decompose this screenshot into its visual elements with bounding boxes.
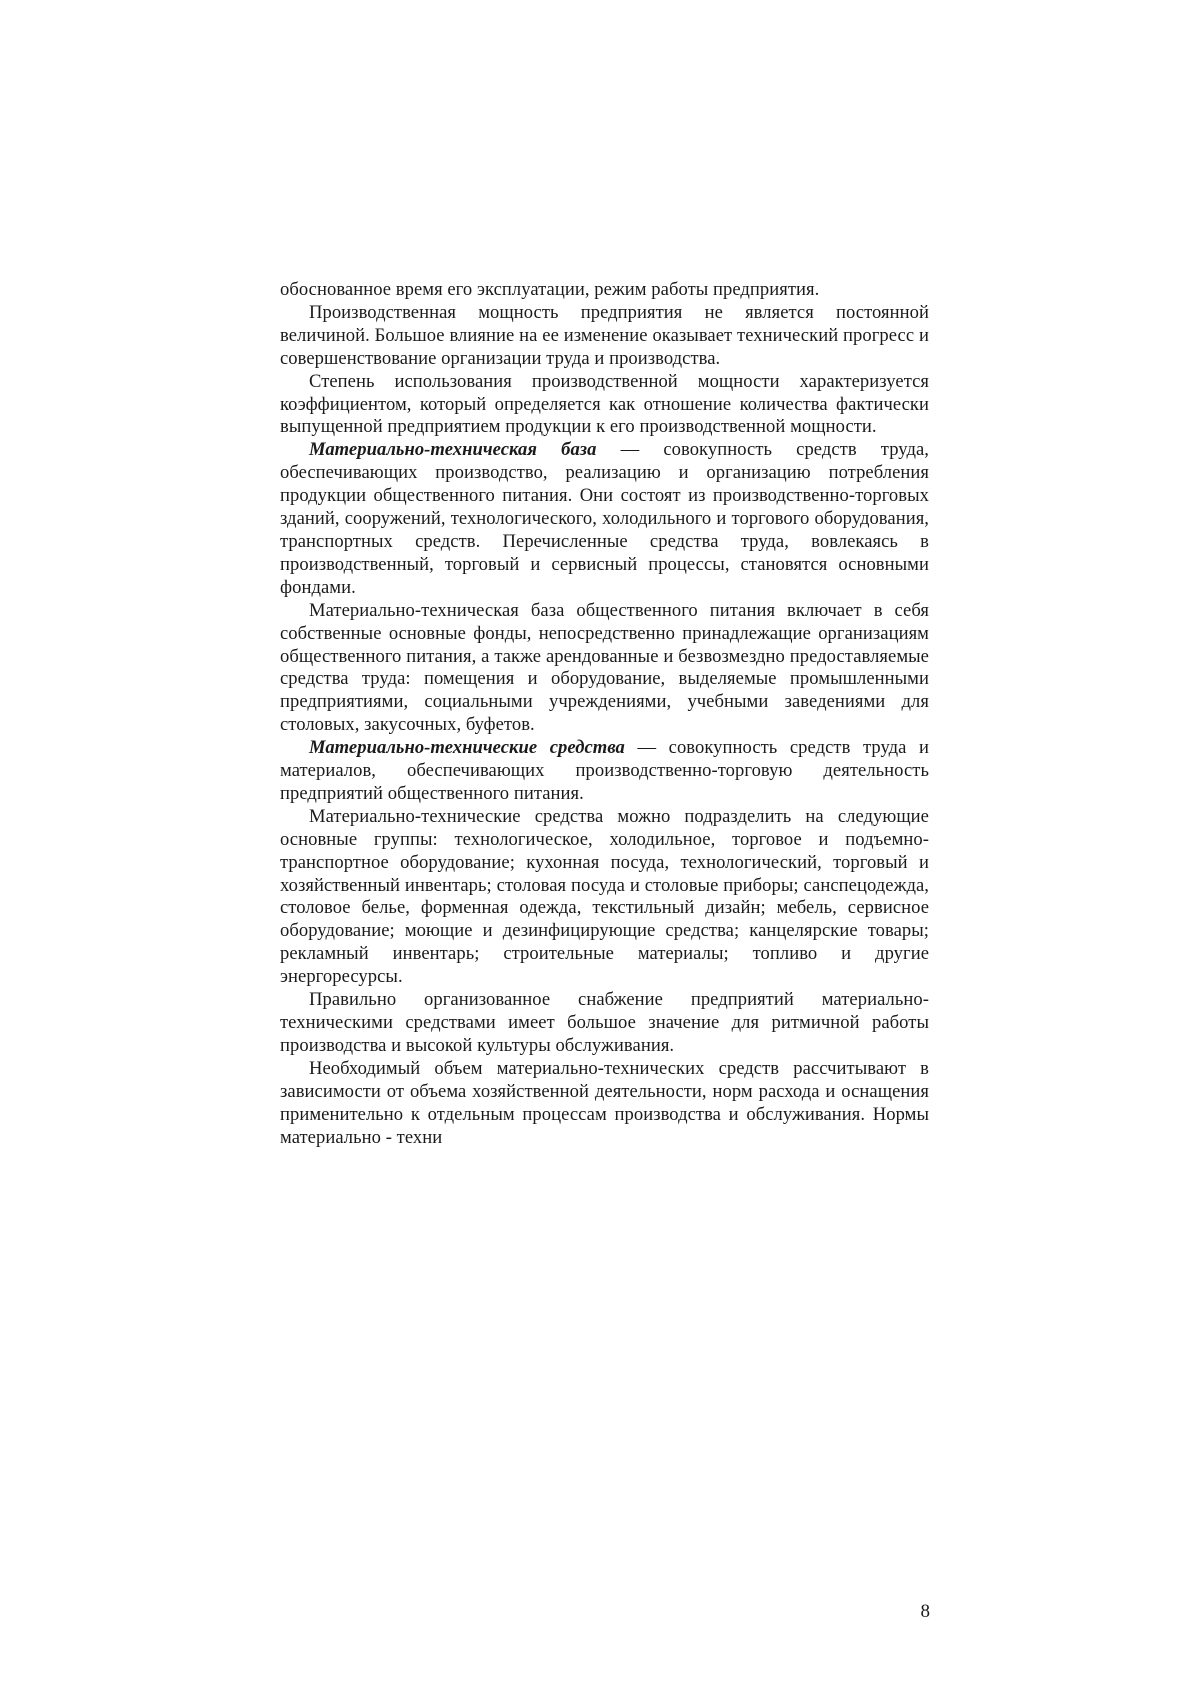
paragraph <box>280 600 929 737</box>
paragraph <box>280 439 929 599</box>
paragraph-text: Необходимый объем материально-технических средств рассчитывают в зависимости от объема хозяйственной деятельности, норм расхода и оснащения применительно к отдельным процессам производства и обслуживания. Нормы материально - техни <box>280 1057 929 1148</box>
paragraph-text: Степень использования производственной мощности характеризуется коэффициентом, который определяется как отношение количества фактически выпущенной предприятием продукции к его производственной мощности. <box>280 370 929 438</box>
paragraph <box>280 371 929 440</box>
paragraph-text: Материально-техническая база общественного питания включает в себя собственные основные фонды, непосредственно принадлежащие организациям общественного питания, а также арендованные и безвозмездно предоставляемые средства труда: помещения и оборудование, выделяемые промышленными предприятиями, социальными учреждениями, учебными заведениями для столовых, закусочных, буфетов. <box>280 599 929 736</box>
paragraph <box>280 279 929 302</box>
paragraph-text: — совокупность средств труда и материалов, обеспечивающих производственно-торговую деятельность предприятий общественного питания. <box>280 737 929 804</box>
paragraph <box>280 1058 929 1150</box>
paragraph <box>280 806 929 989</box>
paragraph-text: Производственная мощность предприятия не является постоянной величиной. Большое влияние на ее изменение оказывает технический прогресс и совершенствование организации труда и производства. <box>280 301 929 369</box>
paragraph <box>280 302 929 371</box>
paragraph-text: Правильно организованное снабжение предприятий материально-техническими средствами имеет большое значение для ритмичной работы производства и высокой культуры обслуживания. <box>280 989 929 1056</box>
paragraph-text: Материально-технические средства можно подразделить на следующие основные группы: технологическое, холодильное, торговое и подъемно-транспортное оборудование; кухонная посуда, технологический, торговый и хозяйственный инвентарь; столовая посуда и столовые приборы; санспецодежда, столовое белье, форменная одежда, текстильный дизайн; мебель, сервисное оборудование; моющие и дезинфицирующие средства; канцелярские товары; рекламный инвентарь; строительные материалы; топливо и другие энергоресурсы. <box>280 805 929 988</box>
term-emphasis: Материально-технические средства <box>309 737 625 759</box>
paragraph-text: обоснованное время его эксплуатации, режим работы предприятия. <box>280 279 820 300</box>
paragraph <box>280 737 929 806</box>
paragraph-text: — совокупность средств труда, обеспечивающих производство, реализацию и организацию потребления продукции общественного питания. Они состоят из производственно-торговых зданий, сооружений, технологического, холодильного и торгового оборудования, транспортных средств. Перечисленные средства труда, вовлекаясь в производственный, торговый и сервисный процессы, становятся основными фондами. <box>280 439 929 598</box>
term-emphasis: Материально-техническая база <box>309 439 597 461</box>
paragraph <box>280 989 929 1058</box>
body-text <box>280 279 929 1149</box>
page-number: 8 <box>920 1601 930 1622</box>
